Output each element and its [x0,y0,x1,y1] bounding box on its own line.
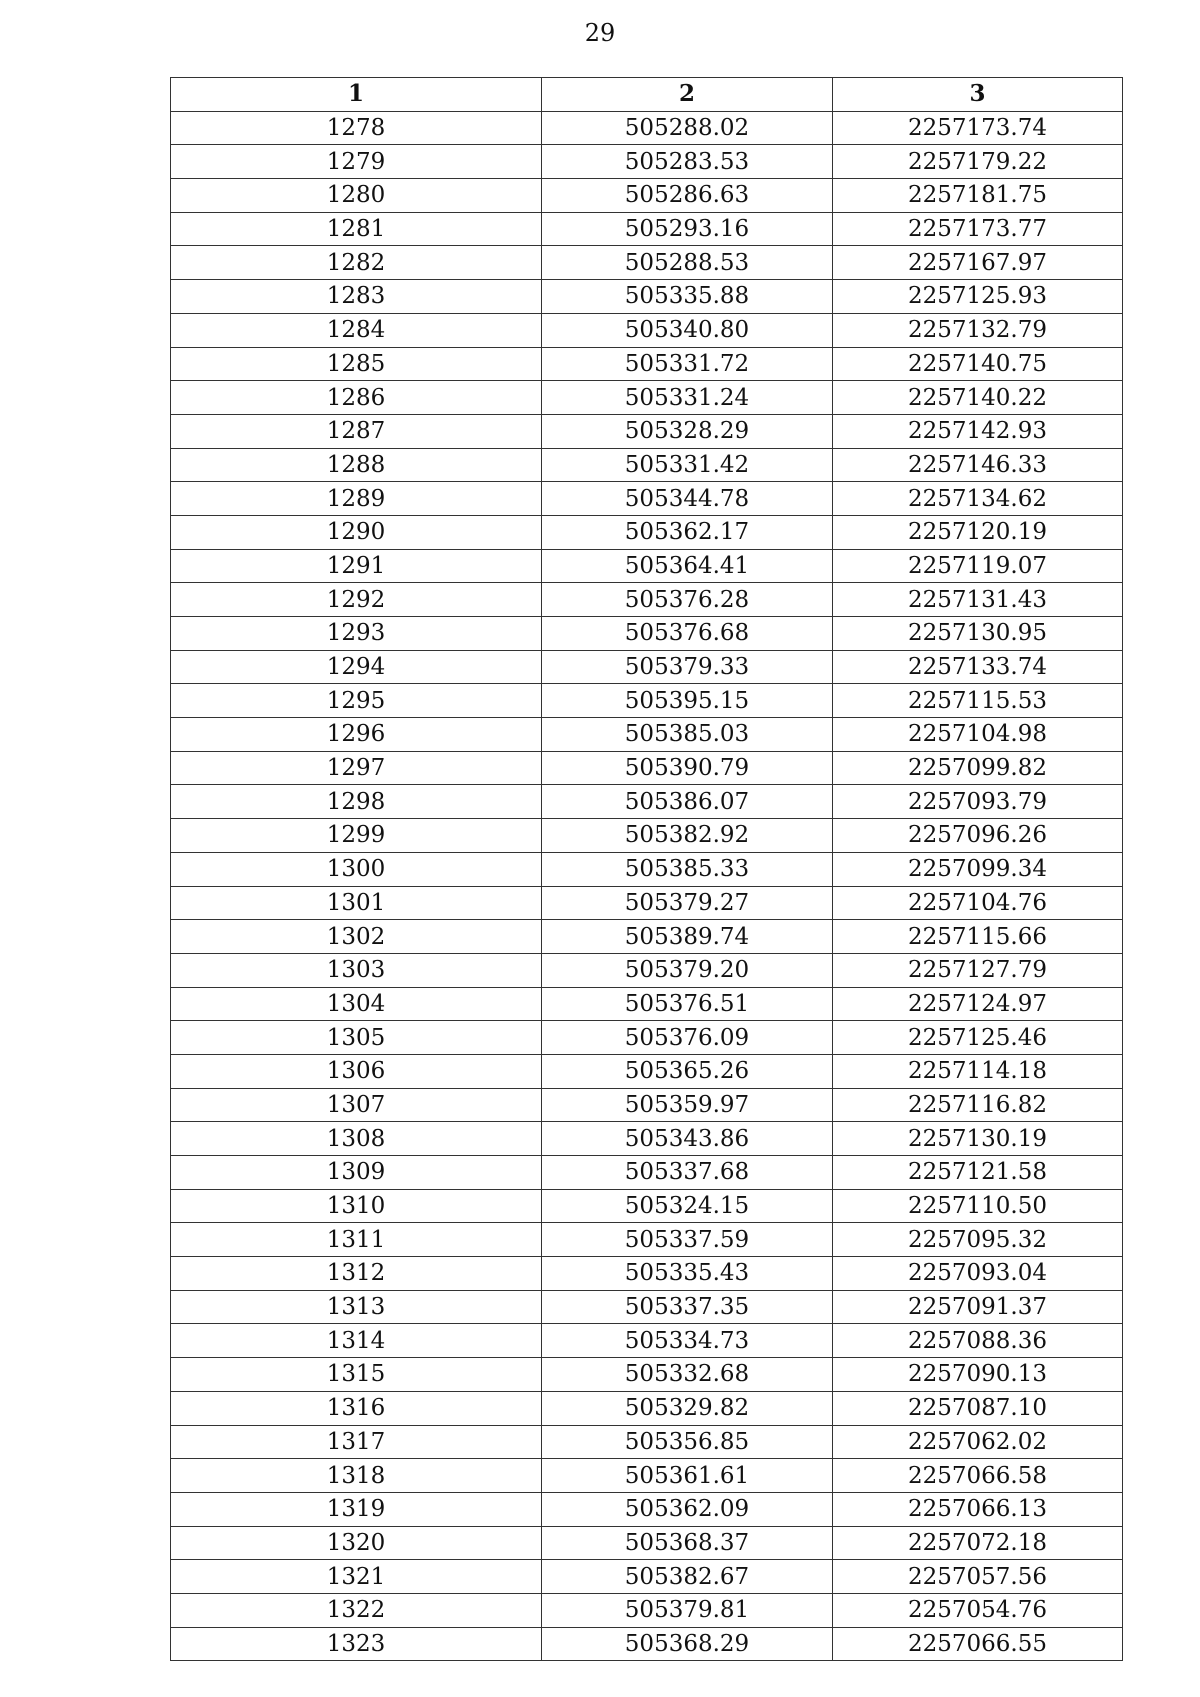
point-number-cell: 1289 [171,482,542,516]
table-row [171,515,1123,549]
table-header [171,78,1123,112]
x-coordinate-cell: 505382.67 [542,1560,833,1594]
y-coordinate-cell: 2257130.19 [833,1122,1123,1156]
y-coordinate-cell: 2257132.79 [833,313,1123,347]
point-number-cell: 1307 [171,1088,542,1122]
table-row [171,920,1123,954]
table-row [171,246,1123,280]
y-coordinate-cell: 2257179.22 [833,145,1123,179]
y-coordinate-cell: 2257119.07 [833,549,1123,583]
y-coordinate-cell: 2257140.75 [833,347,1123,381]
point-number-cell: 1298 [171,785,542,819]
y-coordinate-cell: 2257066.58 [833,1459,1123,1493]
point-number-cell: 1278 [171,111,542,145]
point-number-cell: 1293 [171,617,542,651]
table-row [171,1156,1123,1190]
point-number-cell: 1279 [171,145,542,179]
x-coordinate-cell: 505364.41 [542,549,833,583]
table-row [171,886,1123,920]
x-coordinate-cell: 505379.20 [542,953,833,987]
point-number-cell: 1320 [171,1526,542,1560]
table-row [171,1088,1123,1122]
table-row [171,1189,1123,1223]
table-row [171,212,1123,246]
y-coordinate-cell: 2257114.18 [833,1054,1123,1088]
y-coordinate-cell: 2257121.58 [833,1156,1123,1190]
y-coordinate-cell: 2257066.13 [833,1492,1123,1526]
point-number-cell: 1313 [171,1290,542,1324]
y-coordinate-cell: 2257115.66 [833,920,1123,954]
x-coordinate-cell: 505368.37 [542,1526,833,1560]
y-coordinate-cell: 2257090.13 [833,1358,1123,1392]
table-row [171,280,1123,314]
y-coordinate-cell: 2257120.19 [833,515,1123,549]
x-coordinate-cell: 505335.43 [542,1257,833,1291]
x-coordinate-cell: 505376.28 [542,583,833,617]
table-row [171,1593,1123,1627]
y-coordinate-cell: 2257142.93 [833,414,1123,448]
table-row [171,583,1123,617]
x-coordinate-cell: 505386.07 [542,785,833,819]
x-coordinate-cell: 505340.80 [542,313,833,347]
point-number-cell: 1297 [171,751,542,785]
x-coordinate-cell: 505293.16 [542,212,833,246]
point-number-cell: 1316 [171,1391,542,1425]
table-row [171,987,1123,1021]
y-coordinate-cell: 2257088.36 [833,1324,1123,1358]
x-coordinate-cell: 505331.42 [542,448,833,482]
point-number-cell: 1318 [171,1459,542,1493]
column-header-2: 2 [542,78,833,112]
point-number-cell: 1321 [171,1560,542,1594]
table-row [171,482,1123,516]
y-coordinate-cell: 2257130.95 [833,617,1123,651]
point-number-cell: 1295 [171,684,542,718]
x-coordinate-cell: 505395.15 [542,684,833,718]
table-row [171,549,1123,583]
table-row [171,1358,1123,1392]
table-row [171,1324,1123,1358]
y-coordinate-cell: 2257173.77 [833,212,1123,246]
y-coordinate-cell: 2257104.98 [833,718,1123,752]
table-row [171,1290,1123,1324]
point-number-cell: 1286 [171,381,542,415]
y-coordinate-cell: 2257131.43 [833,583,1123,617]
y-coordinate-cell: 2257095.32 [833,1223,1123,1257]
x-coordinate-cell: 505376.51 [542,987,833,1021]
x-coordinate-cell: 505343.86 [542,1122,833,1156]
table-row [171,111,1123,145]
y-coordinate-cell: 2257099.82 [833,751,1123,785]
y-coordinate-cell: 2257133.74 [833,650,1123,684]
x-coordinate-cell: 505329.82 [542,1391,833,1425]
point-number-cell: 1285 [171,347,542,381]
y-coordinate-cell: 2257115.53 [833,684,1123,718]
table-row [171,1223,1123,1257]
y-coordinate-cell: 2257127.79 [833,953,1123,987]
point-number-cell: 1319 [171,1492,542,1526]
x-coordinate-cell: 505379.33 [542,650,833,684]
point-number-cell: 1287 [171,414,542,448]
table-row [171,145,1123,179]
table-row [171,1122,1123,1156]
point-number-cell: 1300 [171,852,542,886]
y-coordinate-cell: 2257124.97 [833,987,1123,1021]
y-coordinate-cell: 2257091.37 [833,1290,1123,1324]
y-coordinate-cell: 2257062.02 [833,1425,1123,1459]
x-coordinate-cell: 505286.63 [542,179,833,213]
x-coordinate-cell: 505288.02 [542,111,833,145]
y-coordinate-cell: 2257087.10 [833,1391,1123,1425]
x-coordinate-cell: 505335.88 [542,280,833,314]
point-number-cell: 1310 [171,1189,542,1223]
table-row [171,819,1123,853]
x-coordinate-cell: 505359.97 [542,1088,833,1122]
point-number-cell: 1304 [171,987,542,1021]
y-coordinate-cell: 2257096.26 [833,819,1123,853]
y-coordinate-cell: 2257116.82 [833,1088,1123,1122]
point-number-cell: 1303 [171,953,542,987]
y-coordinate-cell: 2257146.33 [833,448,1123,482]
table-row [171,1627,1123,1661]
x-coordinate-cell: 505356.85 [542,1425,833,1459]
point-number-cell: 1309 [171,1156,542,1190]
point-number-cell: 1315 [171,1358,542,1392]
y-coordinate-cell: 2257072.18 [833,1526,1123,1560]
table-row [171,313,1123,347]
table-row [171,852,1123,886]
y-coordinate-cell: 2257167.97 [833,246,1123,280]
table-row [171,1526,1123,1560]
table-row [171,718,1123,752]
y-coordinate-cell: 2257104.76 [833,886,1123,920]
point-number-cell: 1301 [171,886,542,920]
x-coordinate-cell: 505283.53 [542,145,833,179]
point-number-cell: 1290 [171,515,542,549]
table-row [171,1021,1123,1055]
x-coordinate-cell: 505365.26 [542,1054,833,1088]
x-coordinate-cell: 505344.78 [542,482,833,516]
point-number-cell: 1299 [171,819,542,853]
y-coordinate-cell: 2257125.46 [833,1021,1123,1055]
point-number-cell: 1280 [171,179,542,213]
x-coordinate-cell: 505385.33 [542,852,833,886]
table-row [171,381,1123,415]
table-row [171,1391,1123,1425]
x-coordinate-cell: 505288.53 [542,246,833,280]
x-coordinate-cell: 505385.03 [542,718,833,752]
point-number-cell: 1317 [171,1425,542,1459]
x-coordinate-cell: 505382.92 [542,819,833,853]
point-number-cell: 1283 [171,280,542,314]
y-coordinate-cell: 2257134.62 [833,482,1123,516]
point-number-cell: 1305 [171,1021,542,1055]
x-coordinate-cell: 505362.17 [542,515,833,549]
point-number-cell: 1311 [171,1223,542,1257]
x-coordinate-cell: 505368.29 [542,1627,833,1661]
point-number-cell: 1291 [171,549,542,583]
y-coordinate-cell: 2257125.93 [833,280,1123,314]
x-coordinate-cell: 505389.74 [542,920,833,954]
y-coordinate-cell: 2257099.34 [833,852,1123,886]
point-number-cell: 1306 [171,1054,542,1088]
column-header-3: 3 [833,78,1123,112]
y-coordinate-cell: 2257054.76 [833,1593,1123,1627]
table-row [171,1054,1123,1088]
table-row [171,448,1123,482]
table-row [171,751,1123,785]
point-number-cell: 1282 [171,246,542,280]
x-coordinate-cell: 505337.59 [542,1223,833,1257]
point-number-cell: 1288 [171,448,542,482]
point-number-cell: 1281 [171,212,542,246]
coordinates-table [170,77,1123,1661]
point-number-cell: 1308 [171,1122,542,1156]
x-coordinate-cell: 505379.27 [542,886,833,920]
x-coordinate-cell: 505334.73 [542,1324,833,1358]
y-coordinate-cell: 2257093.04 [833,1257,1123,1291]
x-coordinate-cell: 505328.29 [542,414,833,448]
x-coordinate-cell: 505331.72 [542,347,833,381]
y-coordinate-cell: 2257066.55 [833,1627,1123,1661]
point-number-cell: 1294 [171,650,542,684]
point-number-cell: 1296 [171,718,542,752]
column-header-1: 1 [171,78,542,112]
page-number: 29 [584,19,616,47]
table-row [171,179,1123,213]
table-row [171,1560,1123,1594]
x-coordinate-cell: 505332.68 [542,1358,833,1392]
x-coordinate-cell: 505362.09 [542,1492,833,1526]
table-row [171,785,1123,819]
table-row [171,650,1123,684]
x-coordinate-cell: 505376.09 [542,1021,833,1055]
point-number-cell: 1312 [171,1257,542,1291]
table-row [171,617,1123,651]
x-coordinate-cell: 505379.81 [542,1593,833,1627]
table-row [171,414,1123,448]
header-row [171,78,1123,112]
table-row [171,684,1123,718]
y-coordinate-cell: 2257093.79 [833,785,1123,819]
y-coordinate-cell: 2257140.22 [833,381,1123,415]
x-coordinate-cell: 505337.68 [542,1156,833,1190]
y-coordinate-cell: 2257057.56 [833,1560,1123,1594]
x-coordinate-cell: 505337.35 [542,1290,833,1324]
table-body [171,111,1123,1661]
point-number-cell: 1284 [171,313,542,347]
point-number-cell: 1302 [171,920,542,954]
x-coordinate-cell: 505376.68 [542,617,833,651]
table-row [171,1459,1123,1493]
table-row [171,1492,1123,1526]
table-row [171,953,1123,987]
x-coordinate-cell: 505324.15 [542,1189,833,1223]
point-number-cell: 1322 [171,1593,542,1627]
point-number-cell: 1314 [171,1324,542,1358]
x-coordinate-cell: 505390.79 [542,751,833,785]
x-coordinate-cell: 505361.61 [542,1459,833,1493]
table-row [171,347,1123,381]
point-number-cell: 1292 [171,583,542,617]
table-row [171,1425,1123,1459]
x-coordinate-cell: 505331.24 [542,381,833,415]
y-coordinate-cell: 2257181.75 [833,179,1123,213]
y-coordinate-cell: 2257173.74 [833,111,1123,145]
table-row [171,1257,1123,1291]
y-coordinate-cell: 2257110.50 [833,1189,1123,1223]
point-number-cell: 1323 [171,1627,542,1661]
